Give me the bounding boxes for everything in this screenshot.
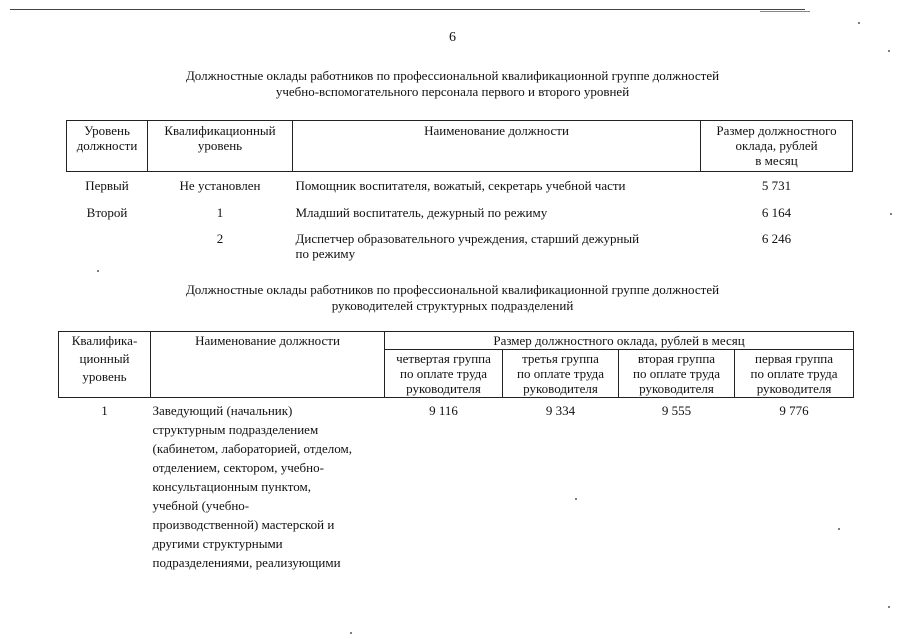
- section1-title-line1: Должностные оклады работников по профессиональной квалификационной группе должностей: [185, 68, 720, 83]
- header-position-name: Наименование должности: [293, 121, 701, 172]
- cell-qualification: 1: [216, 205, 224, 220]
- cell-salary-first: 9 776: [779, 403, 809, 418]
- cell-position: Помощник воспитателя, вожатый, секретарь учебной части: [295, 178, 626, 193]
- header-group-fourth: четвертая группа по оплате труда руководителя: [385, 350, 503, 398]
- header-qualification-level: Квалификационный уровень: [148, 121, 293, 172]
- cell-qualification: Не установлен: [179, 178, 261, 193]
- scan-speck: [97, 270, 99, 272]
- scan-speck: [890, 213, 892, 215]
- header-group-third: третья группа по оплате труда руководителя: [503, 350, 619, 398]
- cell-salary: 5 731: [761, 178, 792, 193]
- cell-salary-fourth: 9 116: [429, 403, 458, 418]
- header-salary-group: Размер должностного оклада, рублей в месяц: [385, 332, 854, 350]
- table-row: [67, 220, 853, 261]
- header-group-second: вторая группа по оплате труда руководителя: [619, 350, 735, 398]
- header-level: Уровень должности: [67, 121, 148, 172]
- table-row: [67, 172, 853, 194]
- scan-speck: [888, 606, 890, 608]
- table-row: [67, 193, 853, 220]
- page-number: 6: [449, 30, 456, 45]
- cell-salary: 6 164: [761, 205, 792, 220]
- table-header-row: [67, 121, 853, 172]
- unit-heads-salary-table: [58, 331, 854, 572]
- section2-title: [0, 282, 905, 314]
- header-salary: Размер должностного оклада, рублей в месяц: [701, 121, 853, 172]
- scan-speck: [858, 22, 860, 24]
- cell-salary: 6 246: [761, 231, 792, 246]
- scan-speck: [575, 498, 577, 500]
- cell-qualification: 2: [216, 231, 224, 246]
- header-qualification-level: Квалифика- ционный уровень: [59, 332, 151, 398]
- section2-title-line2: руководителей структурных подразделений: [331, 298, 574, 313]
- support-staff-salary-table: [66, 120, 853, 261]
- scan-speck: [838, 528, 840, 530]
- cell-salary-second: 9 555: [661, 403, 692, 418]
- cell-salary-third: 9 334: [545, 403, 576, 418]
- section2-title-line1: Должностные оклады работников по профессиональной квалификационной группе должностей: [185, 282, 720, 297]
- cell-level: Первый: [85, 178, 129, 193]
- top-border-line-fragment: [760, 11, 810, 12]
- cell-level: [67, 220, 148, 261]
- scan-speck: [350, 632, 352, 634]
- section1-title-line2: учебно-вспомогательного персонала первого и второго уровней: [275, 84, 630, 99]
- cell-position: Младший воспитатель, дежурный по режиму: [295, 205, 548, 220]
- cell-level: Второй: [86, 205, 128, 220]
- table-header-row: [59, 332, 854, 350]
- header-position-name: Наименование должности: [151, 332, 385, 398]
- section1-title: [0, 68, 905, 100]
- table-row: [59, 398, 854, 573]
- cell-qualification: 1: [101, 403, 108, 418]
- cell-position: Заведующий (начальник) структурным подразделением (кабинетом, лабораторией, отделом, отделением, сектором, учебно- консультационным пунктом, учебной (учебно- производственной) мастерской и другими структурными подразделениями, реализующими: [152, 403, 352, 570]
- header-group-first: первая группа по оплате труда руководителя: [735, 350, 854, 398]
- top-border-line: [10, 9, 805, 10]
- scan-speck: [888, 50, 890, 52]
- cell-position: Диспетчер образовательного учреждения, старший дежурный по режиму: [295, 231, 640, 261]
